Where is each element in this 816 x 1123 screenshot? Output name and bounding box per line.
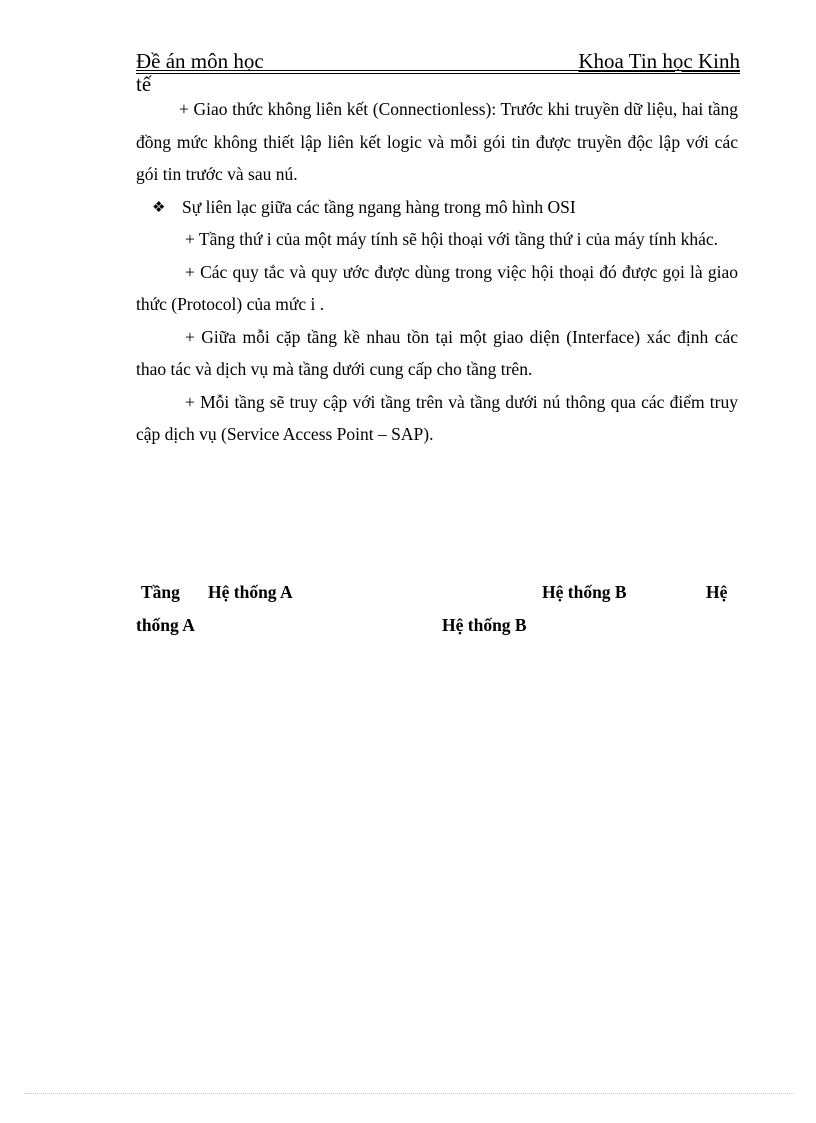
header-wrap-text: tế (136, 72, 152, 96)
header-rule-top (136, 70, 740, 71)
paragraph-layer-i: + Tầng thứ i của một máy tính sẽ hội thoại với tầng thứ i của máy tính khác. (185, 229, 719, 249)
label-thong-a: thống A (136, 614, 195, 635)
paragraph-sap: + Mỗi tầng sẽ truy cập với tầng trên và tầng dưới nú thông qua các điểm truy cập dịch vụ (Service Access Point – SAP). (136, 391, 738, 444)
paragraph-interface: + Giữa mỗi cặp tầng kề nhau tồn tại một giao diện (Interface) xác định các thao tác và dịch vụ mà tầng dưới cung cấp cho tầng trên. (136, 326, 738, 379)
figure-labels (136, 576, 738, 641)
body-content (136, 93, 738, 451)
page-bottom-rule (24, 1093, 794, 1094)
label-he-thong-b-2: Hệ thống B (442, 614, 527, 635)
label-he-thong-a: Hệ thống A (208, 582, 293, 602)
header-rule-bottom (136, 73, 740, 74)
label-tang: Tầng (141, 582, 180, 602)
label-he: Hệ (706, 582, 728, 602)
figure-row-1 (136, 576, 738, 609)
header-right-title: Khoa Tin học Kinh (578, 49, 740, 73)
header-left-title: Đề án môn học (136, 49, 264, 73)
bullet-heading (136, 191, 738, 224)
figure-row-2 (136, 609, 738, 642)
diamond-bullet-icon: ❖ (152, 199, 166, 216)
paragraph-connectionless: + Giao thức không liên kết (Connectionless): Trước khi truyền dữ liệu, hai tầng đồng mức không thiết lập liên kết logic và mỗi gói tin được truyền độc lập với các gói tin trước và sau nú. (136, 99, 738, 184)
label-he-thong-b: Hệ thống B (542, 582, 627, 602)
paragraph-protocol: + Các quy tắc và quy ước được dùng trong việc hội thoại đó được gọi là giao thức (Protocol) của mức i . (136, 261, 738, 314)
bullet-heading-text: Sự liên lạc giữa các tầng ngang hàng trong mô hình OSI (182, 196, 576, 217)
page-header (136, 50, 740, 72)
